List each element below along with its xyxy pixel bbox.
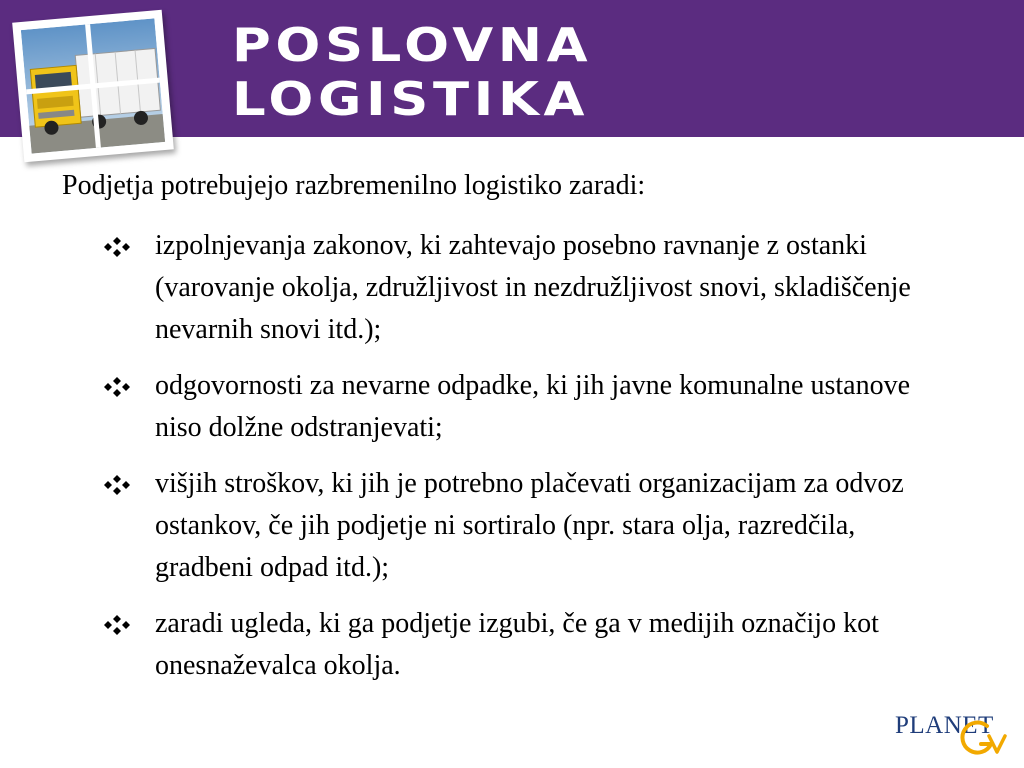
- bullet-text: izpolnjevanja zakonov, ki zahtevajo posebno ravnanje z ostanki (varovanje okolja, združljivost in nezdružljivost snovi, skladiščenje nevarnih snovi itd.);: [155, 230, 911, 345]
- four-diamond-bullet-icon: [104, 475, 130, 495]
- list-item: [104, 603, 944, 687]
- bullet-text: višjih stroškov, ki jih je potrebno plačevati organizacijam za odvoz ostankov, če jih podjetje ni sortiralo (npr. stara olja, razredčila, gradbeni odpad itd.);: [155, 468, 904, 583]
- list-item: [104, 365, 944, 449]
- intro-text: Podjetja potrebujejo razbremenilno logistiko zaradi:: [62, 170, 646, 201]
- gv-logo-mark-icon: [957, 718, 1015, 758]
- list-item: [104, 463, 944, 589]
- planet-gv-logo: [895, 712, 1015, 756]
- bullet-text: zaradi ugleda, ki ga podjetje izgubi, če ga v medijih označijo kot onesnaževalca okolja.: [155, 608, 879, 681]
- logo-text: PLANET: [895, 712, 994, 739]
- title-line-2: LOGISTIKA: [232, 72, 590, 126]
- four-diamond-bullet-icon: [104, 237, 130, 257]
- bullet-text: odgovornosti za nevarne odpadke, ki jih javne komunalne ustanove niso dolžne odstranjevati;: [155, 370, 911, 443]
- list-item: [104, 225, 944, 351]
- bullet-list: [104, 225, 944, 687]
- page-title: [232, 18, 592, 126]
- four-diamond-bullet-icon: [104, 615, 130, 635]
- four-diamond-bullet-icon: [104, 377, 130, 397]
- title-line-1: POSLOVNA: [232, 18, 593, 72]
- truck-photo-icon: [12, 10, 174, 163]
